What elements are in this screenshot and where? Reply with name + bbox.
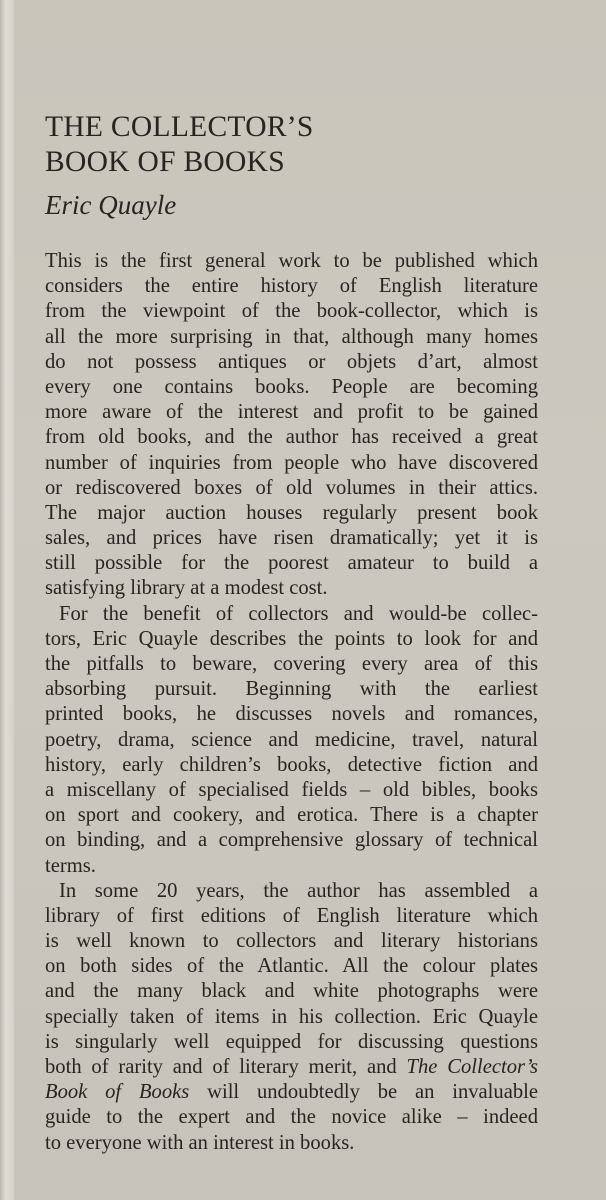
book-title-line-1: THE COLLECTOR’S xyxy=(45,111,314,143)
blurb-line: printed books, he discusses novels and romances, xyxy=(45,703,538,726)
blurb-line: and the many black and white photographs were xyxy=(45,980,538,1003)
blurb-line: every one contains books. People are becoming xyxy=(45,375,538,398)
blurb-line: number of inquiries from people who have discovered xyxy=(45,451,538,474)
blurb-line: terms. xyxy=(45,854,96,877)
blurb-line: specially taken of items in his collection. Eric Quayle xyxy=(45,1005,538,1028)
line-segment: will undoubtedly be an invaluable xyxy=(189,1081,538,1104)
blurb-line: guide to the expert and the novice alike – indeed xyxy=(45,1106,538,1129)
blurb-line: from old books, and the author has received a great xyxy=(45,426,538,449)
blurb-line: For the benefit of collectors and would-be collec- xyxy=(59,602,538,625)
blurb-line: sales, and prices have risen dramatically; yet it is xyxy=(45,527,538,550)
blurb-line: or rediscovered boxes of old volumes in their attics. xyxy=(45,476,538,499)
blurb-line: all the more surprising in that, although many homes xyxy=(45,325,538,348)
jacket-flap-edge xyxy=(0,0,14,1200)
blurb-line: more aware of the interest and profit to be gained xyxy=(45,401,538,424)
blurb-line: is well known to collectors and literary historians xyxy=(45,930,538,953)
blurb-line: on sport and cookery, and erotica. There is a chapter xyxy=(45,804,538,827)
blurb-line: do not possess antiques or objets d’art, almost xyxy=(45,350,538,373)
blurb-line: is singularly well equipped for discussing questions xyxy=(45,1030,538,1053)
italic-book-title: Book of Books xyxy=(45,1081,190,1104)
blurb-line: still possible for the poorest amateur to build a xyxy=(45,552,538,575)
blurb-line xyxy=(45,1080,538,1105)
blurb-line: the pitfalls to beware, covering every area of this xyxy=(45,653,538,675)
author-name: Eric Quayle xyxy=(45,190,177,220)
blurb-line: from the viewpoint of the book-collector, which is xyxy=(45,300,538,323)
blurb-text xyxy=(45,249,538,1156)
blurb-line: poetry, drama, science and medicine, travel, natural xyxy=(45,728,538,751)
italic-book-title: The Collector’s xyxy=(406,1056,539,1078)
book-title-line-2: BOOK OF BOOKS xyxy=(45,146,285,178)
blurb-line: This is the first general work to be published which xyxy=(45,250,538,272)
blurb-line xyxy=(45,1055,538,1080)
blurb-line: In some 20 years, the author has assembled a xyxy=(59,879,538,902)
blurb-line: tors, Eric Quayle describes the points to look for and xyxy=(45,627,538,650)
blurb-line: The major auction houses regularly present book xyxy=(45,501,538,524)
blurb-line: considers the entire history of English literature xyxy=(45,275,538,298)
blurb-line: to everyone with an interest in books. xyxy=(45,1131,355,1154)
blurb-line: on binding, and a comprehensive glossary of technical xyxy=(45,829,538,852)
blurb-line: history, early children’s books, detective fiction and xyxy=(45,753,538,776)
book-title xyxy=(45,110,314,180)
blurb-line: library of first editions of English literature which xyxy=(45,904,538,927)
blurb-line: absorbing pursuit. Beginning with the earliest xyxy=(45,678,538,701)
blurb-line: a miscellany of specialised fields – old bibles, books xyxy=(45,778,538,801)
blurb-line: satisfying library at a modest cost. xyxy=(45,577,328,600)
line-segment: both of rarity and of literary merit, and xyxy=(45,1056,407,1078)
blurb-line: on both sides of the Atlantic. All the colour plates xyxy=(45,955,538,978)
